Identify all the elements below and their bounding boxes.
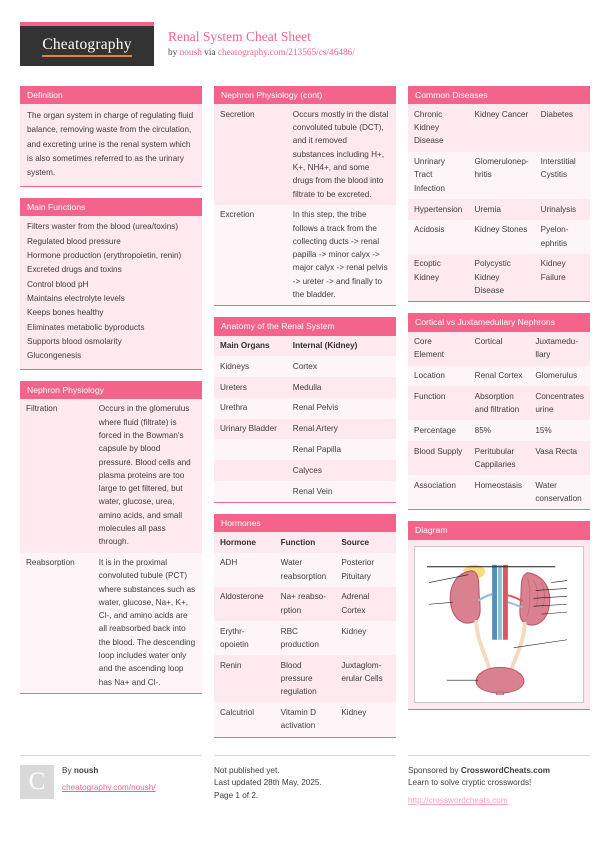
- list-item: Eliminates metabolic byproducts: [27, 322, 145, 332]
- row-term: Filtration: [20, 399, 93, 553]
- block-title-anatomy: Anatomy of the Renal System: [214, 317, 396, 335]
- list-item: Glucongenesis: [27, 351, 82, 361]
- cell-function: Na+ reabsorption: [275, 587, 336, 621]
- sponsor-line: [408, 765, 550, 778]
- block-anatomy: [214, 317, 396, 503]
- table-row: [20, 399, 202, 553]
- cell-cortical: Renal Cortex: [469, 366, 530, 387]
- list-item: Control blood pH: [27, 279, 89, 289]
- cell-function: Vitamin D activation: [275, 702, 336, 736]
- cell-internal: Renal Pelvis: [287, 398, 396, 419]
- cell-function: Blood pressure regulation: [275, 655, 336, 702]
- table-row: [214, 553, 396, 587]
- block-hormones: [214, 514, 396, 738]
- row-term: Secretion: [214, 104, 287, 204]
- footer-by-line: [62, 765, 156, 778]
- table-header-row: [214, 336, 396, 357]
- cell-disease: Urinalysis: [535, 199, 590, 220]
- diagram-body: [408, 540, 590, 709]
- table-row: [408, 152, 590, 199]
- cell-disease: Hypertension: [408, 199, 468, 220]
- publish-status: Not published yet.: [214, 765, 280, 775]
- cheatography-logo[interactable]: [20, 22, 154, 66]
- block-nephron-physiology-cont: [214, 86, 396, 306]
- logo-text: Cheatography: [42, 36, 131, 57]
- block-body-definition: [20, 104, 202, 186]
- sponsored-prefix: Sponsored by: [408, 765, 461, 775]
- table-row: [408, 220, 590, 254]
- table-row: [214, 104, 396, 204]
- footer-profile-link[interactable]: cheatography.com/noush/: [62, 783, 156, 793]
- row-desc: In this step, the tribe follows a track from the collecting ducts -> renal papilla -> minor calyx -> major calyx -> renal pelvis -> ureter -> and finally to the bladder.: [287, 205, 396, 305]
- cell-hormone: Calcutriol: [214, 702, 275, 736]
- footer-author-name: noush: [73, 765, 99, 775]
- row-desc: It is in the proximal convoluted tubule (PCT) where substances such as water, glucose, Na+, K+, Cl-, and amino acids are all reabsorbed back into the blood. The descending loop includes water only and the ascending loop has Na+ and Cl-.: [93, 553, 202, 693]
- cell-juxtamedullary: Vasa Recta: [529, 441, 590, 475]
- column-left: [20, 86, 202, 705]
- diagram-frame: [414, 546, 584, 703]
- definition-text: The organ system in charge of regulating fluid balance, removing waste from the circulation, and excreting urine is the renal system which is also sometimes referred to as the urinary system.: [27, 111, 194, 177]
- block-body-main-functions: [20, 216, 202, 368]
- table-row: [214, 377, 396, 398]
- table-row: [214, 398, 396, 419]
- cell-cortical: Homeostasis: [469, 475, 530, 509]
- column-header: Source: [335, 532, 396, 553]
- cell-cortical: Peritubular Cappilaries: [469, 441, 530, 475]
- byline-prefix: by: [168, 47, 180, 58]
- anatomy-table: [214, 336, 396, 502]
- cell-cortical: Cortical: [469, 332, 530, 366]
- cell-disease: Acidosis: [408, 220, 468, 254]
- table-row: [408, 386, 590, 420]
- byline: [168, 48, 355, 58]
- footer-publish-block: [214, 755, 396, 808]
- cell-organ: Urinary Bladder: [214, 419, 287, 440]
- cell-disease: Polycystic Kidney Disease: [468, 254, 534, 301]
- cell-disease: Kidney Cancer: [468, 104, 534, 151]
- footer-sponsor-block: [408, 755, 590, 808]
- column-right: [408, 86, 590, 721]
- by-label: By: [62, 765, 74, 775]
- cell-source: Kidney: [335, 621, 396, 655]
- block-definition: [20, 86, 202, 187]
- source-link[interactable]: cheatography.com/213565/cs/46486/: [217, 47, 355, 58]
- cell-hormone: Renin: [214, 655, 275, 702]
- cell-internal: Calyces: [287, 460, 396, 481]
- cell-function: Water reabsorption: [275, 553, 336, 587]
- row-desc: Occurs mostly in the distal convoluted tubule (DCT), and it removed substances including H+, K+, NH4+, and some drugs from the blood into filtrate to be excreted.: [287, 104, 396, 204]
- cell-core-element: Percentage: [408, 420, 469, 441]
- table-row: [408, 366, 590, 387]
- cell-hormone: ADH: [214, 553, 275, 587]
- cell-juxtamedullary: Concentrates urine: [529, 386, 590, 420]
- column-header: Hormone: [214, 532, 275, 553]
- cell-source: Adrenal Cortex: [335, 587, 396, 621]
- cell-internal: Renal Vein: [287, 481, 396, 502]
- cell-disease: Unrinary Tract Infection: [408, 152, 468, 199]
- cell-internal: Renal Artery: [287, 419, 396, 440]
- cell-disease: Kidney Stones: [468, 220, 534, 254]
- block-diagram: [408, 521, 590, 709]
- cell-core-element: Blood Supply: [408, 441, 469, 475]
- table-row: [408, 441, 590, 475]
- cell-disease: Uremia: [468, 199, 534, 220]
- table-row: [214, 460, 396, 481]
- main-functions-list: [20, 216, 202, 368]
- list-item: Supports blood osmolarity: [27, 336, 122, 346]
- block-title-hormones: Hormones: [214, 514, 396, 532]
- nephron-physiology-table: [20, 399, 202, 693]
- column-header: Function: [275, 532, 336, 553]
- cell-internal: Medulla: [287, 377, 396, 398]
- bladder-shape: [476, 667, 524, 693]
- table-row: [214, 439, 396, 460]
- page-title: Renal System Cheat Sheet: [168, 29, 311, 44]
- block-title-diagram: Diagram: [408, 521, 590, 539]
- cell-internal: Cortex: [287, 356, 396, 377]
- row-desc: Occurs in the glomerulus where fluid (filtrate) is forced in the Bowman's capsule by blood pressure. Blood cells and plasma proteins are too large to get filtered, but water, glucose, urea, amino acids, and small molecules all pass through.: [93, 399, 202, 553]
- cell-cortical: Absorption and filtration: [469, 386, 530, 420]
- footer-author-block: [20, 755, 202, 808]
- cell-core-element: Association: [408, 475, 469, 509]
- page-footer: [20, 755, 580, 808]
- table-row: [408, 199, 590, 220]
- block-title-main-functions: Main Functions: [20, 198, 202, 216]
- header-titles: [154, 22, 355, 58]
- table-row: [408, 332, 590, 366]
- page-header: [20, 22, 580, 74]
- cell-internal: Renal Papilla: [287, 439, 396, 460]
- cell-source: Posterior Pituitary: [335, 553, 396, 587]
- row-term: Excretion: [214, 205, 287, 305]
- cell-organ: Urethra: [214, 398, 287, 419]
- column-header: Main Organs: [214, 336, 287, 357]
- cell-hormone: Aldosterone: [214, 587, 275, 621]
- cell-juxtamedullary: Glomerulus: [529, 366, 590, 387]
- cell-disease: Interstitial Cystitis: [535, 152, 590, 199]
- table-row: [408, 420, 590, 441]
- row-term: Reabsorption: [20, 553, 93, 693]
- block-title-definition: Definition: [20, 86, 202, 104]
- block-main-functions: [20, 198, 202, 370]
- cell-disease: Pyelonephritis: [535, 220, 590, 254]
- nephron-compare-table: [408, 332, 590, 510]
- cell-disease: Kidney Failure: [535, 254, 590, 301]
- cell-core-element: Core Element: [408, 332, 469, 366]
- column-header: Internal (Kidney): [287, 336, 396, 357]
- table-row: [408, 104, 590, 151]
- sponsor-link[interactable]: http://crosswordcheats.com: [408, 795, 508, 805]
- cell-juxtamedullary: 15%: [529, 420, 590, 441]
- byline-via: via: [201, 47, 218, 58]
- cell-core-element: Function: [408, 386, 469, 420]
- table-row: [214, 655, 396, 702]
- cell-function: RBC production: [275, 621, 336, 655]
- footer-publish-text: [214, 765, 322, 808]
- cell-source: Juxtaglomerular Cells: [335, 655, 396, 702]
- cell-juxtamedullary: Juxtamedullary: [529, 332, 590, 366]
- avatar: C: [20, 765, 54, 799]
- block-title-nephron-compare: Cortical vs Juxtamedullary Nephrons: [408, 313, 590, 331]
- block-common-diseases: [408, 86, 590, 302]
- publish-page: Page 1 of 2.: [214, 790, 259, 800]
- list-item: Regulated blood pressure: [27, 236, 121, 246]
- list-item: Keeps bones healthy: [27, 308, 104, 318]
- cell-organ: Kidneys: [214, 356, 287, 377]
- cell-organ: [214, 439, 287, 460]
- table-row: [214, 205, 396, 305]
- urethra-shape: [496, 692, 504, 695]
- table-row: [214, 419, 396, 440]
- column-middle: [214, 86, 396, 749]
- cell-hormone: Erythropoietin: [214, 621, 275, 655]
- block-title-nephron-physiology: Nephron Physiology: [20, 381, 202, 399]
- vessel-shape: [498, 564, 502, 639]
- table-row: [214, 356, 396, 377]
- list-item: Hormone production (erythropoietin, renin): [27, 250, 182, 260]
- common-diseases-table: [408, 104, 590, 301]
- cell-cortical: 85%: [469, 420, 530, 441]
- aorta-shape: [503, 564, 508, 639]
- cell-disease: Glomerulonephritis: [468, 152, 534, 199]
- vena-cava-shape: [492, 564, 497, 639]
- cell-disease: Diabetes: [535, 104, 590, 151]
- cell-organ: [214, 460, 287, 481]
- table-row: [214, 481, 396, 502]
- cell-source: Kidney: [335, 702, 396, 736]
- footer-sponsor-text: [408, 765, 550, 808]
- cell-disease: Chronic Kidney Disease: [408, 104, 468, 151]
- hormones-table: [214, 532, 396, 736]
- publish-updated: Last updated 28th May, 2025.: [214, 778, 322, 788]
- table-row: [408, 254, 590, 301]
- list-item: Maintains electrolyte levels: [27, 293, 125, 303]
- list-item: Excreted drugs and toxins: [27, 265, 122, 275]
- table-header-row: [214, 532, 396, 553]
- table-row: [214, 702, 396, 736]
- block-title-common-diseases: Common Diseases: [408, 86, 590, 104]
- table-row: [214, 621, 396, 655]
- list-item: Filters waster from the blood (urea/toxins): [27, 222, 179, 232]
- sponsor-name: CrosswordCheats.com: [460, 765, 550, 775]
- block-nephron-compare: [408, 313, 590, 510]
- footer-author-text: [62, 765, 156, 808]
- cell-juxtamedullary: Water conservation: [529, 475, 590, 509]
- cell-organ: Ureters: [214, 377, 287, 398]
- cell-core-element: Location: [408, 366, 469, 387]
- author-link[interactable]: noush: [179, 47, 202, 58]
- urinary-system-diagram: [417, 549, 583, 695]
- content-columns: [20, 86, 585, 749]
- block-title-nephron-physiology-cont: Nephron Physiology (cont): [214, 86, 396, 104]
- table-row: [408, 475, 590, 509]
- nephron-physiology-cont-table: [214, 104, 396, 305]
- cell-organ: [214, 481, 287, 502]
- table-row: [214, 587, 396, 621]
- table-row: [20, 553, 202, 693]
- block-nephron-physiology: [20, 381, 202, 694]
- cell-disease: Ecoptic Kidney: [408, 254, 468, 301]
- sponsor-tagline: Learn to solve cryptic crosswords!: [408, 778, 532, 788]
